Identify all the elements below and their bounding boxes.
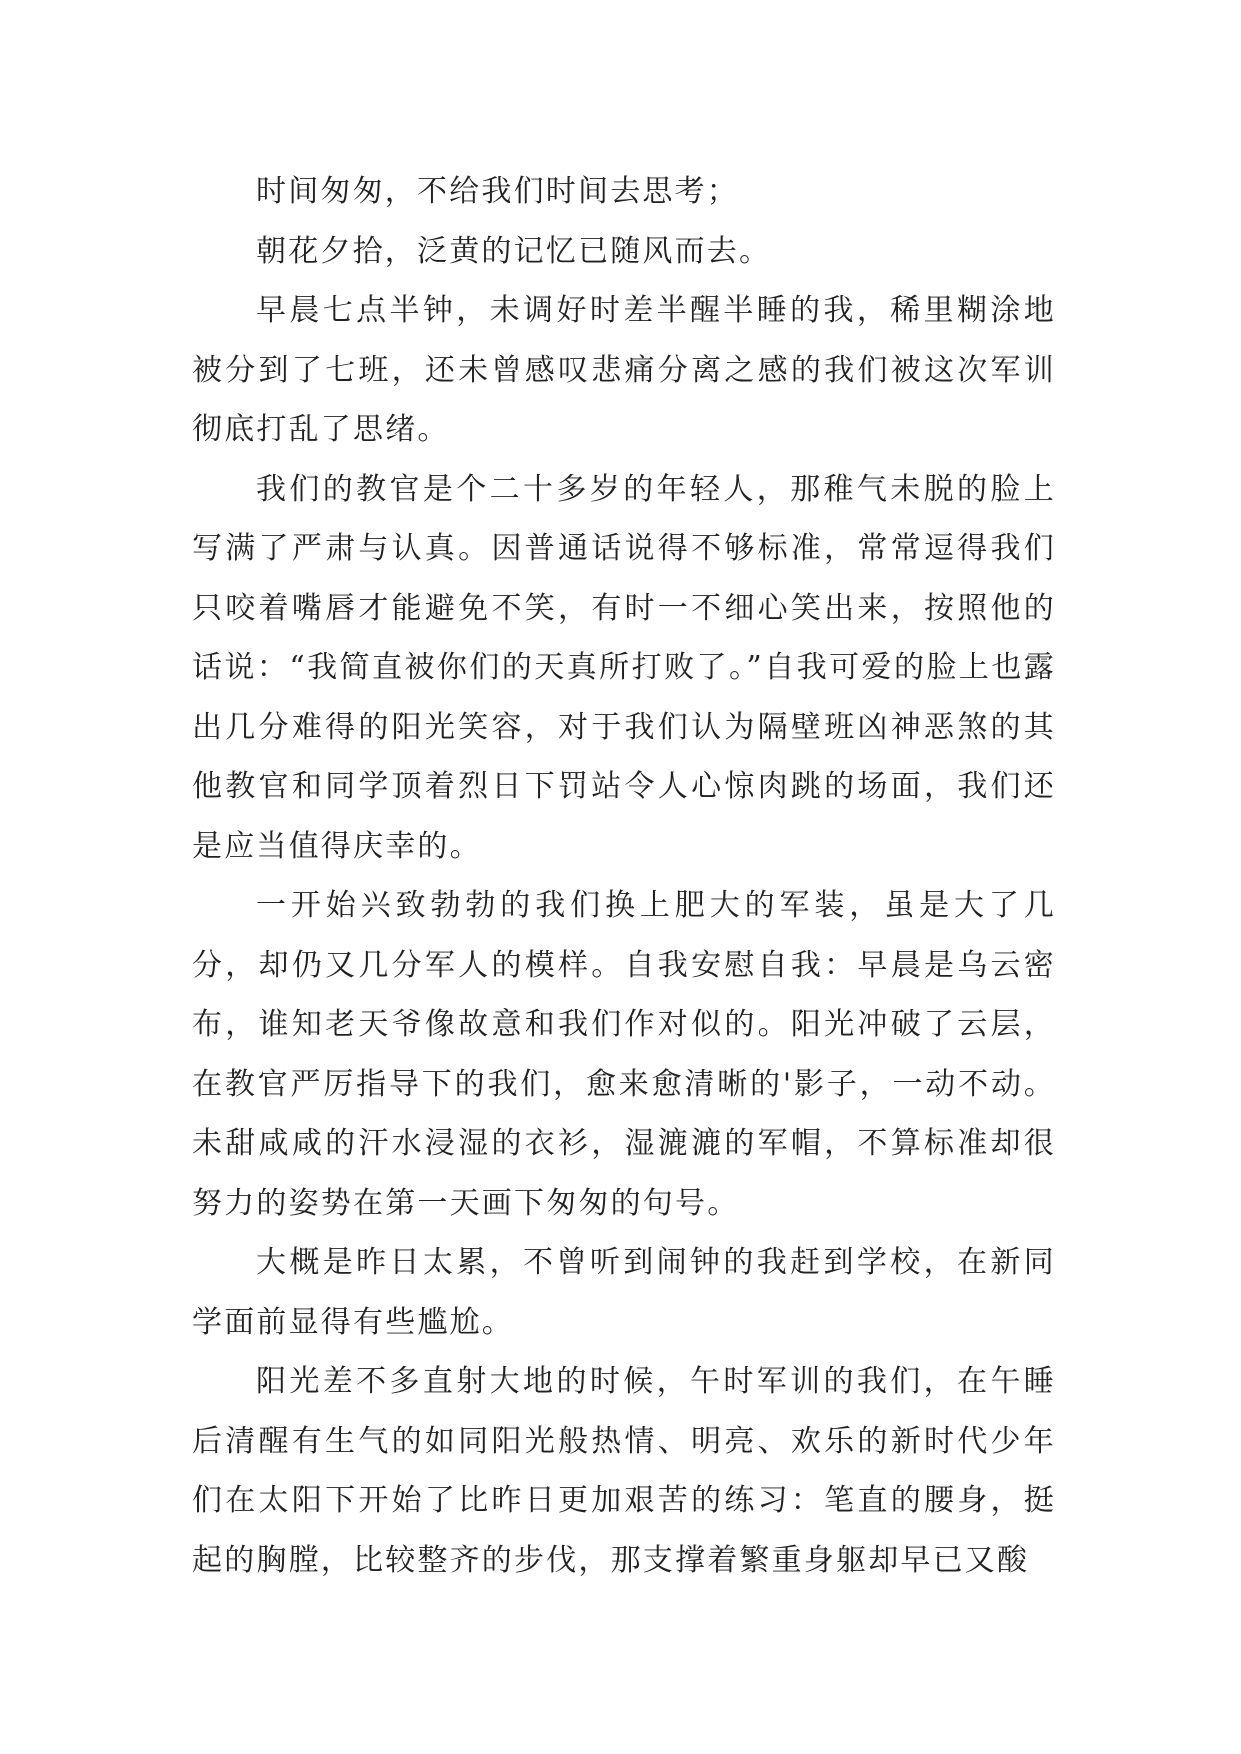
paragraph-5: 一开始兴致勃勃的我们换上肥大的军装，虽是大了几分，却仍又几分军人的模样。自我安慰自我：早晨是乌云密布，谁知老天爷像故意和我们作对似的。阳光冲破了云层，在教官严厉指导下的我们，愈来愈清晰的'影子，一动不动。未甜咸咸的汗水浸湿的衣衫，湿漉漉的军帽，不算标准却很努力的姿势在第一天画下匆匆的句号。 [192,888,1056,1221]
paragraph-7: 阳光差不多直射大地的时候，午时军训的我们，在午睡后清醒有生气的如同阳光般热情、明亮、欢乐的新时代少年们在太阳下开始了比昨日更加艰苦的练习：笔直的腰身，挺起的胸膛，比较整齐的步伐，那支撑着繁重身躯却早已又酸 [192,1364,1056,1578]
paragraph-2: 朝花夕拾，泛黄的记忆已随风而去。 [256,233,772,269]
paragraph-1: 时间匆匆，不给我们时间去思考； [256,174,739,209]
paragraph-6: 大概是昨日太累，不曾听到闹钟的我赶到学校，在新同学面前显得有些尴尬。 [192,1245,1056,1340]
paragraph-4: 我们的教官是个二十多岁的年轻人，那稚气未脱的脸上写满了严肃与认真。因普通话说得不够标准，常常逗得我们只咬着嘴唇才能避免不笑，有时一不细心笑出来，按照他的话说：“我简直被你们的天真所打败了。”自我可爱的脸上也露出几分难得的阳光笑容，对于我们认为隔壁班凶神恶煞的其他教官和同学顶着烈日下罚站令人心惊肉跳的场面，我们还是应当值得庆幸的。 [192,471,1056,864]
document-body [192,162,1056,1590]
paragraph-3: 早晨七点半钟，未调好时差半醒半睡的我，稀里糊涂地被分到了七班，还未曾感叹悲痛分离之感的我们被这次军训彻底打乱了思绪。 [192,293,1056,447]
